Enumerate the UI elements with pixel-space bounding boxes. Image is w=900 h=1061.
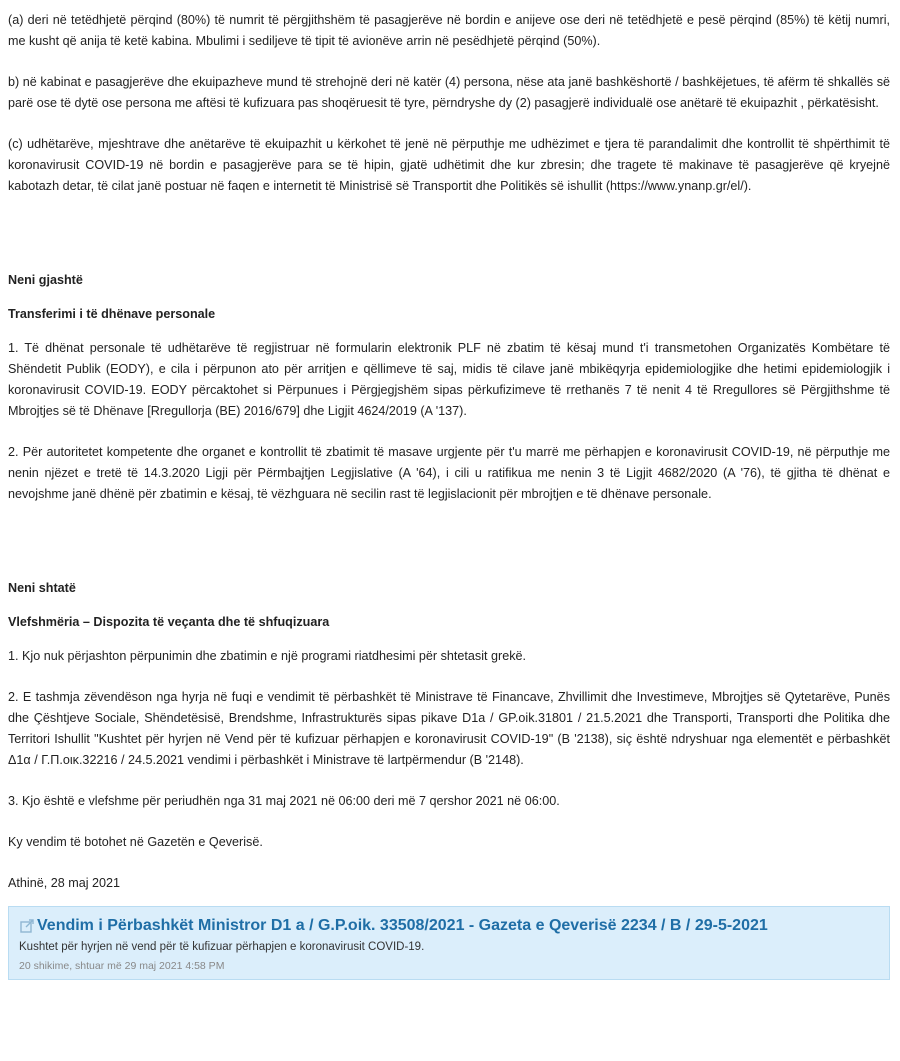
article7-subheading: Vlefshmëria – Dispozita të veçanta dhe të shfuqizuara: [8, 615, 330, 629]
article6-subheading: Transferimi i të dhënave personale: [8, 307, 216, 321]
attachment-description: Kushtet për hyrjen në vend për të kufizuar përhapjen e koronavirusit COVID-19.: [19, 941, 425, 953]
attachment-title: Vendim i Përbashkët Ministror D1 a / G.P.oik. 33508/2021 - Gazeta e Qeverisë 2234 / B / 29-5-2021: [37, 917, 768, 934]
attachment-link[interactable]: [19, 915, 879, 937]
article7-paragraph-2: 2. E tashmja zëvendëson nga hyrja në fuqi e vendimit të përbashkët të Ministrave të Financave, Zhvillimit dhe Investimeve, Mbrojtjes së Qytetarëve, Punës dhe Çështjeve Sociale, Shëndetësisë, Brendshme, Infrastrukturës sipas pikave D1a / GP.oik.31801 / 21.5.2021 dhe Transporti, Transporti dhe Politika dhe Territori Ishullit "Kushtet për hyrjen në Vend për të kufizuar përhapjen e koronavirusit COVID-19" (B '2138), siç është ndryshuar nga elementët e përbashkët Δ1α / Γ.Π.οικ.32216 / 24.5.2021 vendimi i përbashkët i Ministrave të lartpërmendur (B '2148).: [8, 690, 890, 767]
paragraph-c: (c) udhëtarëve, mjeshtrave dhe anëtarëve të ekuipazhit u kërkohet të jenë në përputhje me udhëzimet e tjera të parandalimit dhe kontrollit të shpërthimit të koronavirusit COVID-19 në bordin e pasagjerëve para se të hipin, gjatë udhëtimit dhe kur zbresin; dhe tragete të makinave të pasagjerëve që kryejnë kabotazh detar, të cilat janë postuar në faqen e internetit të Ministrisë së Transportit dhe Politikës së ishullit (https://www.ynanp.gr/el/).: [8, 137, 890, 193]
paragraph-a: (a) deri në tetëdhjetë përqind (80%) të numrit të përgjithshëm të pasagjerëve në bordin e anijeve ose deri në tetëdhjetë e pesë përqind (85%) të këtij numri, me kusht që anija të ketë kabina. Mbulimi i sediljeve të tipit të avionëve arrin në pesëdhjetë përqind (50%).: [8, 13, 890, 48]
external-link-icon: [19, 918, 35, 934]
paragraph-b: b) në kabinat e pasagjerëve dhe ekuipazheve mund të strehojnë deri në katër (4) persona, nëse ata janë bashkëshortë / bashkëjetues, të afërm të shkallës së parë ose të dytë ose persona me aftësi të kufizuara pas shoqëruesit të tyre, përndryshe dy (2) pasagjerë individualë ose anëtarë të ekuipazhit , përkatësisht.: [8, 75, 890, 110]
article7-paragraph-3: 3. Kjo është e vlefshme për periudhën nga 31 maj 2021 në 06:00 deri më 7 qershor 2021 në 06:00.: [8, 794, 560, 808]
article6-heading: Neni gjashtë: [8, 273, 83, 287]
attachment-meta: 20 shikime, shtuar më 29 maj 2021 4:58 PM: [19, 960, 225, 972]
article7-paragraph-1: 1. Kjo nuk përjashton përpunimin dhe zbatimin e një programi riatdhesimi për shtetasit grekë.: [8, 649, 527, 663]
article6-paragraph-2: 2. Për autoritetet kompetente dhe organet e kontrollit të zbatimit të masave urgjente për t'u marrë me përhapjen e koronavirusit COVID-19, në përputhje me nenin njëzet e tretë të 14.3.2020 Ligji për Përmbajtjen Legjislative (A '64), i cili u ratifikua me nenin 3 të Ligjit 4682/2020 (A '76), të gjitha të dhënat e nevojshme janë dhënë për zbatimin e kësaj, të vëzhguara në secilin rast të legjislacionit për mbrojtjen e të dhënave personale.: [8, 445, 890, 501]
attachment-card: [8, 906, 890, 980]
signing-date: Athinë, 28 maj 2021: [8, 876, 121, 890]
publication-note: Ky vendim të botohet në Gazetën e Qeverisë.: [8, 835, 263, 849]
article7-heading: Neni shtatë: [8, 581, 76, 595]
article6-paragraph-1: 1. Të dhënat personale të udhëtarëve të regjistruar në formularin elektronik PLF në zbatim të kësaj mund t'i transmetohen Organizatës Kombëtare të Shëndetit Publik (EODY), e cila i përpunon ato për arritjen e qëllimeve të saj, midis të cilave janë mbikëqyrja epidemiologjike dhe hetimi epidemiologjik i koronavirusit COVID-19. EODY përcaktohet si Përpunues i Përgjegjshëm sipas përkufizimeve të rrethanës 7 të nenit 4 të Rregullores së Përgjithshme të Mbrojtjes së të Dhënave [Rregullorja (BE) 2016/679] dhe Ligjit 4624/2019 (A '137).: [8, 341, 890, 418]
